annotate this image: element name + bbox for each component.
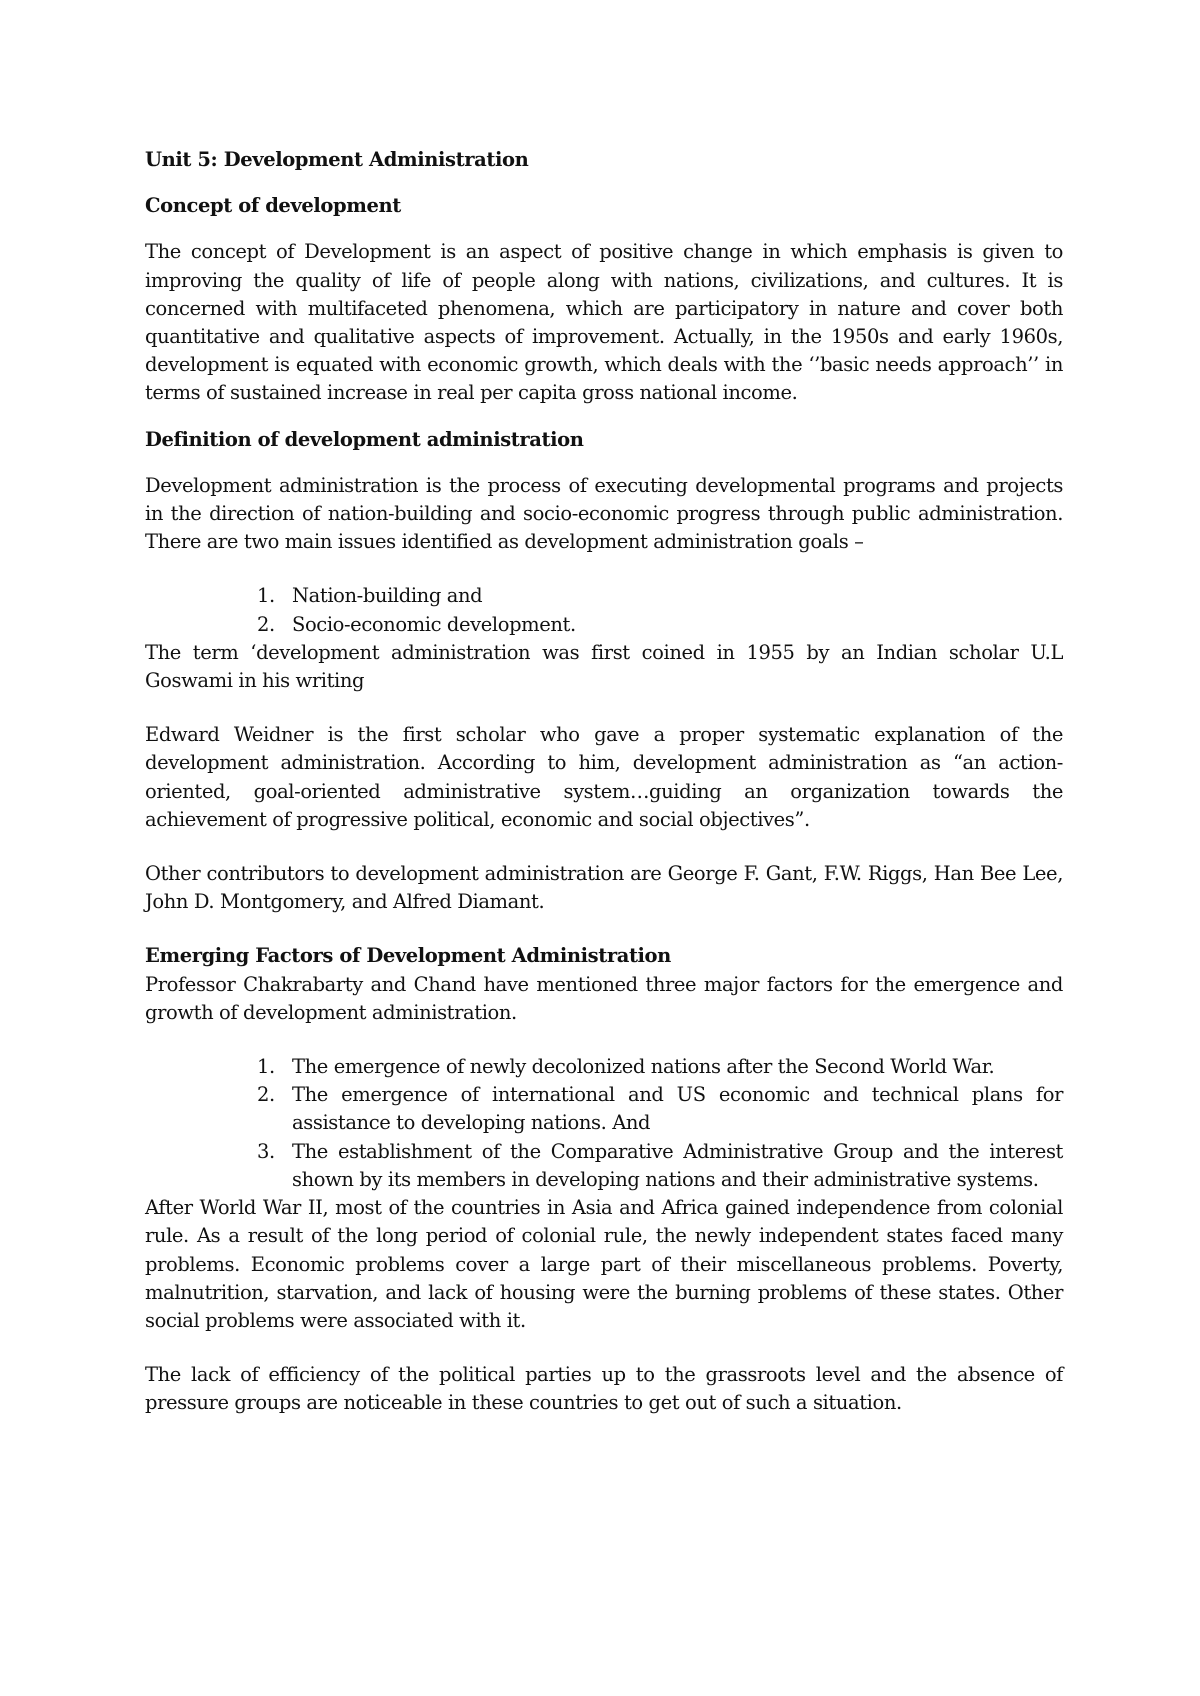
list-item-number: 1. [257, 584, 275, 608]
document-page [145, 146, 1063, 1418]
definition-paragraph: Development administration is the process of executing developmental programs and projects in the direction of nation-building and socio-economic progress through public administration. There are two main issues identified as development administration goals – [145, 473, 1063, 554]
list-item-text: The emergence of newly decolonized nations after the Second World War. [292, 1055, 995, 1079]
contributors-paragraph: Other contributors to development administration are George F. Gant, F.W. Riggs, Han Bee Lee, John D. Montgomery, and Alfred Diamant. [145, 862, 1063, 914]
list-item-text: The establishment of the Comparative Administrative Group and the interest shown by its members in developing nations and their administrative systems. [292, 1139, 1063, 1191]
list-item [145, 1138, 1063, 1194]
emerging-intro-paragraph: Professor Chakrabarty and Chand have mentioned three major factors for the emergence and growth of development administration. [145, 972, 1063, 1024]
definition-heading: Definition of development administration [145, 427, 584, 451]
weidner-paragraph: Edward Weidner is the first scholar who gave a proper systematic explanation of the development administration. According to him, development administration as “an action-oriented, goal-oriented administrative system…guiding an organization towards the achievement of progressive political, economic and social objectives”. [145, 723, 1063, 831]
list-item [145, 1081, 1063, 1137]
goals-list [145, 582, 1063, 638]
list-item-text: Nation-building and [292, 584, 483, 608]
lack-paragraph: The lack of efficiency of the political parties up to the grassroots level and the absence of pressure groups are noticeable in these countries to get out of such a situation. [145, 1363, 1063, 1415]
list-item [145, 582, 1063, 610]
unit-title: Unit 5: Development Administration [145, 148, 529, 171]
factors-list [145, 1053, 1063, 1194]
list-item [145, 611, 1063, 639]
emerging-heading: Emerging Factors of Development Administration [145, 944, 671, 968]
ww2-paragraph: After World War II, most of the countries in Asia and Africa gained independence from colonial rule. As a result of the long period of colonial rule, the newly independent states faced many problems. Economic problems cover a large part of their miscellaneous problems. Poverty, malnutrition, starvation, and lack of housing were the burning problems of these states. Other social problems were associated with it. [145, 1196, 1063, 1332]
term-paragraph: The term ‘development administration was first coined in 1955 by an Indian scholar U.L Goswami in his writing [145, 640, 1063, 693]
list-item-number: 2. [257, 612, 275, 636]
list-item-number: 2. [257, 1083, 275, 1107]
list-item-number: 1. [257, 1055, 275, 1079]
list-item [145, 1053, 1063, 1081]
list-item-text: Socio-economic development. [292, 612, 576, 636]
concept-paragraph: The concept of Development is an aspect of positive change in which emphasis is given to improving the quality of life of people along with nations, civilizations, and cultures. It is concerned with multifaceted phenomena, which are participatory in nature and cover both quantitative and qualitative aspects of improvement. Actually, in the 1950s and early 1960s, development is equated with economic growth, which deals with the ‘’basic needs approach’’ in terms of sustained increase in real per capita gross national income. [145, 240, 1063, 405]
list-item-number: 3. [257, 1139, 275, 1163]
list-item-text: The emergence of international and US economic and technical plans for assistance to developing nations. And [292, 1083, 1063, 1135]
concept-heading: Concept of development [145, 194, 401, 218]
